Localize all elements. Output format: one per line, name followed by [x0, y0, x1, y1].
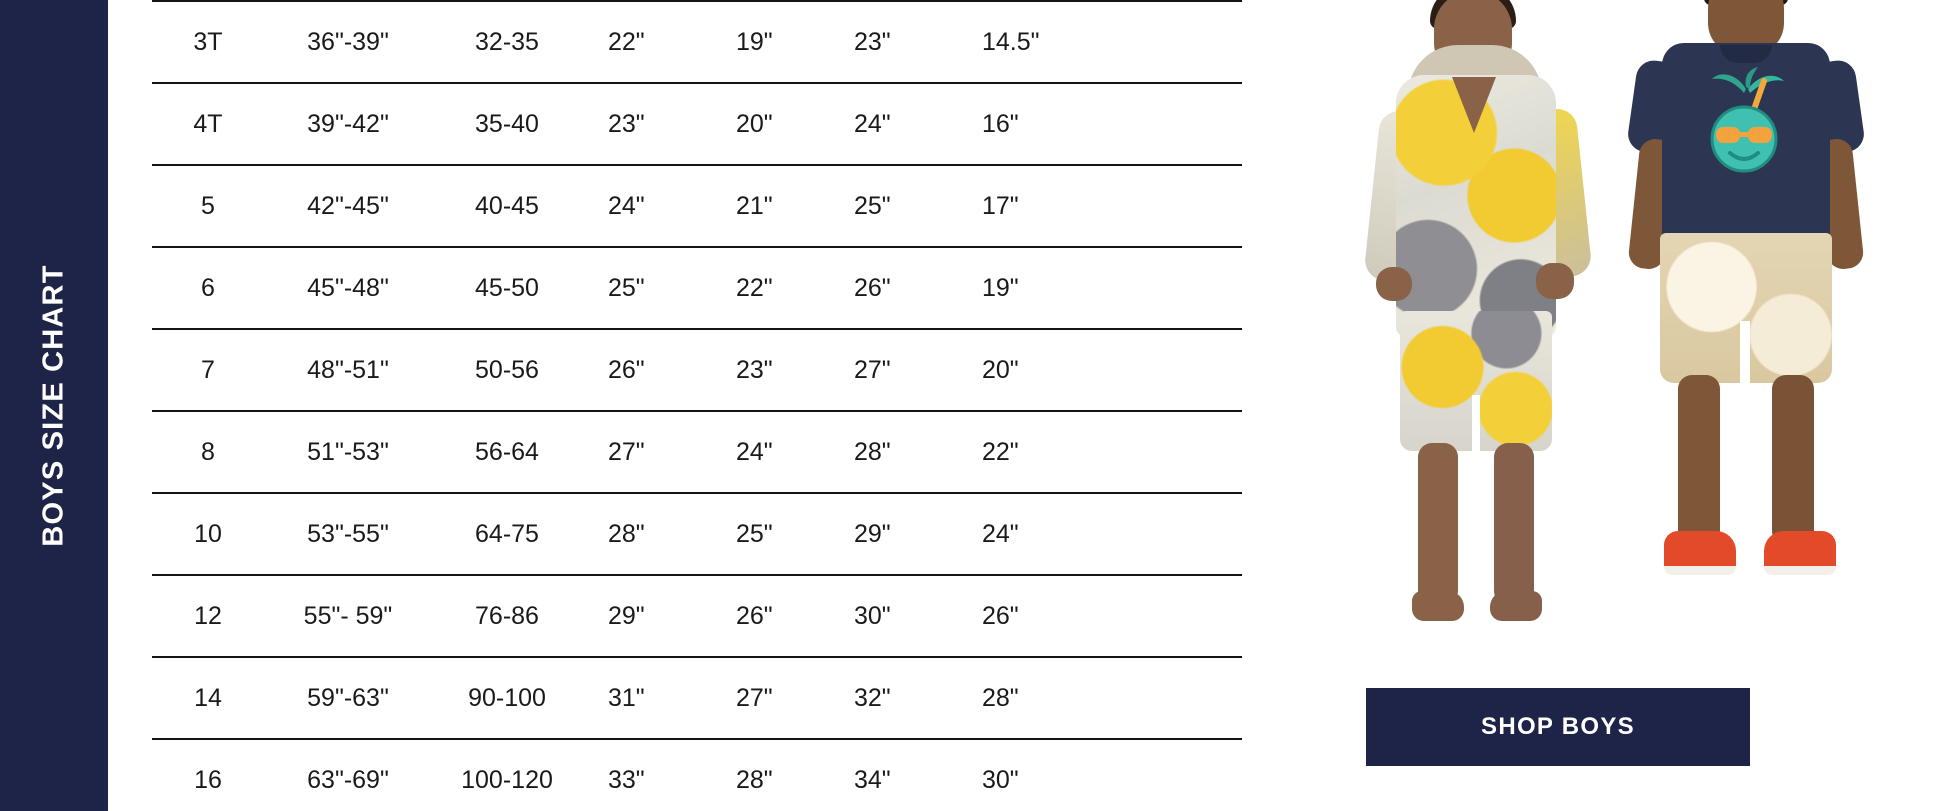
table-cell: 25"	[710, 493, 828, 575]
model-left-leg-left	[1418, 443, 1458, 605]
table-cell: 53"-55"	[264, 493, 432, 575]
table-cell: 6	[152, 247, 264, 329]
table-cell: 23"	[828, 1, 956, 83]
table-cell: 10	[152, 493, 264, 575]
table-cell: 42"-45"	[264, 165, 432, 247]
table-cell: 3T	[152, 1, 264, 83]
size-chart-table-wrapper	[152, 0, 1242, 811]
table-cell: 28"	[828, 411, 956, 493]
table-row	[152, 247, 1242, 329]
model-right-sneaker-right	[1764, 531, 1836, 575]
table-cell: 28"	[736, 766, 773, 794]
table-cell: 29"	[828, 493, 956, 575]
table-row	[152, 657, 1242, 739]
table-cell: 32-35	[432, 1, 582, 83]
table-row	[152, 493, 1242, 575]
table-cell: 28"	[582, 493, 710, 575]
table-cell: 14	[152, 657, 264, 739]
table-cell: 20"	[710, 83, 828, 165]
table-cell: 4T	[152, 83, 264, 165]
table-cell: 24"	[828, 83, 956, 165]
table-row	[152, 329, 1242, 411]
table-cell: 19"	[956, 247, 1106, 329]
shop-boys-button[interactable]: SHOP BOYS	[1366, 688, 1750, 766]
table-cell: 24"	[956, 493, 1106, 575]
size-chart-table-body	[152, 1, 1242, 811]
table-cell: 16	[194, 766, 222, 794]
table-cell: 5	[152, 165, 264, 247]
table-cell: 22"	[710, 247, 828, 329]
table-cell: 21"	[710, 165, 828, 247]
model-right-leg-left	[1678, 375, 1720, 545]
table-cell-spacer	[1106, 329, 1242, 411]
table-cell: 63"-69"	[307, 766, 389, 794]
table-cell-spacer	[1106, 1, 1242, 83]
table-row	[152, 83, 1242, 165]
table-row	[152, 165, 1242, 247]
table-cell: 56-64	[432, 411, 582, 493]
table-cell: 22"	[582, 1, 710, 83]
table-cell: 31"	[582, 657, 710, 739]
size-chart-table	[152, 0, 1242, 811]
table-cell: 20"	[956, 329, 1106, 411]
table-cell-spacer	[1106, 411, 1242, 493]
table-cell: 76-86	[432, 575, 582, 657]
table-cell: 26"	[582, 329, 710, 411]
table-row	[152, 1, 1242, 83]
table-cell-spacer	[1106, 83, 1242, 165]
table-cell: 12	[152, 575, 264, 657]
model-right-shorts-split	[1740, 321, 1750, 385]
model-left-leg-right	[1494, 443, 1534, 605]
table-cell-spacer	[1106, 493, 1242, 575]
models-photo-panel	[1330, 0, 1946, 811]
table-row	[152, 739, 1242, 811]
coconut-drink-graphic-icon	[1698, 67, 1794, 179]
table-cell: 29"	[582, 575, 710, 657]
table-cell: 51"-53"	[264, 411, 432, 493]
table-cell: 33"	[608, 766, 645, 794]
model-left-foot-right	[1490, 591, 1542, 621]
model-left-hand-left	[1376, 267, 1412, 301]
table-cell: 7	[152, 329, 264, 411]
table-cell: 64-75	[432, 493, 582, 575]
model-photo-right	[1612, 0, 1882, 651]
table-cell: 32"	[828, 657, 956, 739]
boys-size-chart-banner	[0, 0, 108, 811]
table-cell: 35-40	[432, 83, 582, 165]
table-cell: 90-100	[432, 657, 582, 739]
table-cell: 28"	[956, 657, 1106, 739]
table-cell: 26"	[710, 575, 828, 657]
table-cell: 27"	[828, 329, 956, 411]
model-left-shorts-split	[1472, 395, 1480, 453]
table-cell: 24"	[582, 165, 710, 247]
model-photo-left	[1356, 0, 1606, 651]
table-cell: 27"	[582, 411, 710, 493]
table-cell: 48"-51"	[264, 329, 432, 411]
table-cell: 23"	[582, 83, 710, 165]
table-cell: 22"	[956, 411, 1106, 493]
table-cell: 25"	[582, 247, 710, 329]
model-left-foot-left	[1412, 591, 1464, 621]
table-cell: 8	[152, 411, 264, 493]
table-cell: 14.5"	[956, 1, 1106, 83]
table-cell: 16"	[956, 83, 1106, 165]
table-cell: 19"	[710, 1, 828, 83]
model-left-hand-right	[1536, 263, 1574, 299]
table-cell: 30"	[828, 575, 956, 657]
table-cell-spacer	[1106, 247, 1242, 329]
table-cell: 34"	[854, 766, 891, 794]
table-cell: 36"-39"	[264, 1, 432, 83]
model-right-leg-right	[1772, 375, 1814, 545]
table-cell: 24"	[710, 411, 828, 493]
table-cell: 27"	[710, 657, 828, 739]
table-cell: 45-50	[432, 247, 582, 329]
table-cell: 50-56	[432, 329, 582, 411]
table-cell: 39"-42"	[264, 83, 432, 165]
table-cell-spacer	[1106, 739, 1242, 811]
table-cell-spacer	[1106, 165, 1242, 247]
table-cell: 17"	[956, 165, 1106, 247]
banner-label: BOYS SIZE CHART	[37, 264, 70, 547]
table-row	[152, 575, 1242, 657]
table-row	[152, 411, 1242, 493]
table-cell-spacer	[1106, 657, 1242, 739]
table-cell: 59"-63"	[264, 657, 432, 739]
model-right-sneaker-left	[1664, 531, 1736, 575]
table-cell: 23"	[710, 329, 828, 411]
table-cell: 100-120	[461, 766, 553, 794]
table-cell: 25"	[828, 165, 956, 247]
table-cell-spacer	[1106, 575, 1242, 657]
table-cell: 30"	[982, 766, 1019, 794]
table-cell: 55"- 59"	[264, 575, 432, 657]
table-cell: 45"-48"	[264, 247, 432, 329]
table-cell: 40-45	[432, 165, 582, 247]
table-cell: 26"	[828, 247, 956, 329]
table-cell: 26"	[956, 575, 1106, 657]
